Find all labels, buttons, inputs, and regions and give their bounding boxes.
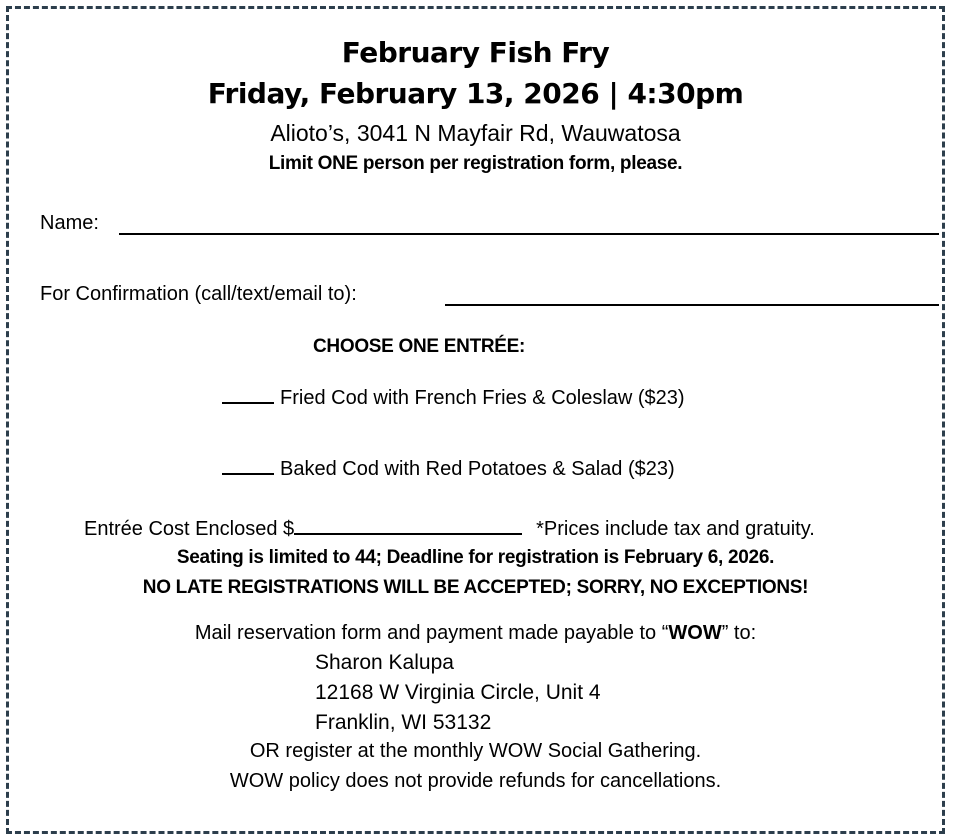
address-name: Sharon Kalupa (315, 651, 454, 674)
event-venue: Alioto’s, 3041 N Mayfair Rd, Wauwatosa (270, 120, 681, 146)
mail-instruction (9, 622, 942, 645)
late-registration-notice: NO LATE REGISTRATIONS WILL BE ACCEPTED; SORRY, NO EXCEPTIONS! (142, 577, 809, 598)
seating-notice: Seating is limited to 44; Deadline for registration is February 6, 2026. (176, 547, 775, 568)
address-city-state-zip: Franklin, WI 53132 (315, 711, 492, 734)
name-field[interactable] (119, 233, 939, 235)
fried-cod-selection-blank[interactable] (222, 402, 274, 404)
entree-heading: CHOOSE ONE ENTRÉE: (313, 336, 526, 357)
confirmation-label: For Confirmation (call/text/email to): (40, 283, 357, 305)
fried-cod-label: Fried Cod with French Fries & Coleslaw ($23) (280, 387, 685, 409)
cost-line (84, 518, 815, 541)
baked-cod-label: Baked Cod with Red Potatoes & Salad ($23) (280, 458, 675, 480)
cost-amount-field[interactable] (294, 533, 522, 535)
event-title: February Fish Fry (341, 36, 610, 69)
mail-instruction-prefix: Mail reservation form and payment made payable to “ (194, 622, 669, 644)
baked-cod-selection-blank[interactable] (222, 473, 274, 475)
refund-policy: WOW policy does not provide refunds for cancellations. (229, 770, 722, 792)
address-street: 12168 W Virginia Circle, Unit 4 (315, 681, 601, 704)
alt-registration-note: OR register at the monthly WOW Social Gathering. (249, 740, 702, 762)
cost-label: Entrée Cost Enclosed $ (84, 518, 295, 540)
entree-option-fried-cod (222, 387, 685, 410)
payee-name: WOW (668, 622, 722, 644)
mail-instruction-suffix: ” to: (721, 622, 757, 644)
name-label: Name: (40, 212, 99, 234)
price-note: *Prices include tax and gratuity. (536, 518, 815, 540)
registration-form (6, 6, 945, 834)
event-date-time: Friday, February 13, 2026 | 4:30pm (207, 77, 744, 110)
limit-note: Limit ONE person per registration form, please. (268, 153, 683, 174)
entree-option-baked-cod (222, 458, 675, 481)
confirmation-field[interactable] (445, 304, 939, 306)
